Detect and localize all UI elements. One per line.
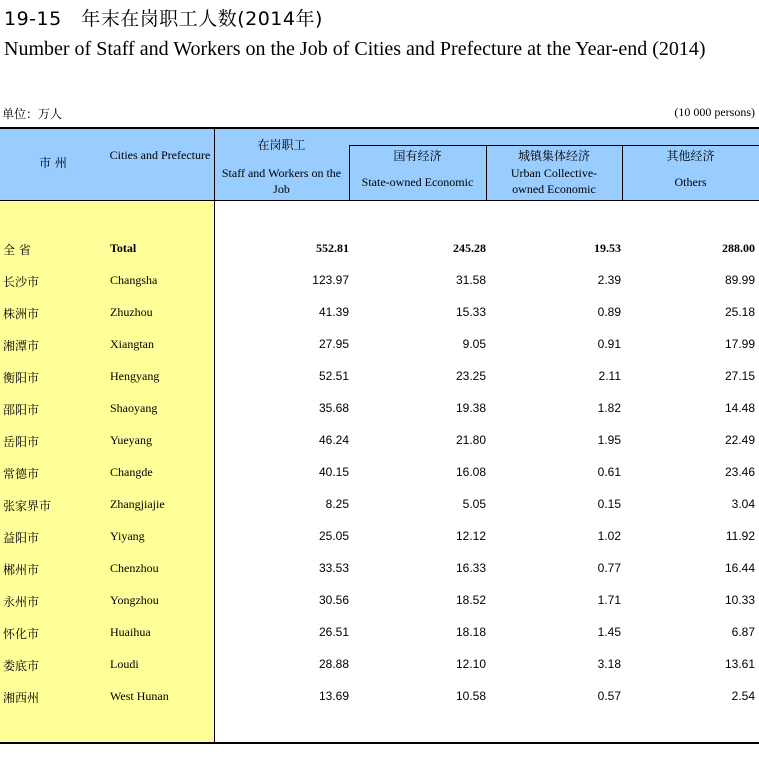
cell-urban: 3.18 <box>597 657 621 671</box>
header-other-en: Others <box>674 175 707 189</box>
header-bottom-rule <box>0 200 759 201</box>
cell-state: 16.33 <box>455 561 486 575</box>
header-city-cn: 市 州 <box>39 156 67 170</box>
row-name-en: Changde <box>110 465 153 479</box>
row-name-en: Zhangjiajie <box>110 497 165 511</box>
row-name-en: Total <box>110 241 137 255</box>
row-name-cn: 长沙市 <box>3 275 40 289</box>
row-name-cn: 岳阳市 <box>3 435 40 449</box>
cell-other: 23.46 <box>724 465 755 479</box>
table-row <box>0 593 759 625</box>
table-row <box>0 497 759 529</box>
cell-urban: 1.71 <box>597 593 621 607</box>
cell-urban: 1.95 <box>597 433 621 447</box>
cell-total: 33.53 <box>318 561 349 575</box>
cell-total: 27.95 <box>318 337 349 351</box>
row-name-cn: 怀化市 <box>3 627 40 641</box>
cell-state: 10.58 <box>455 689 486 703</box>
cell-other: 14.48 <box>724 401 755 415</box>
row-name-cn: 永州市 <box>3 595 40 609</box>
table-row <box>0 465 759 497</box>
cell-total: 123.97 <box>312 273 349 287</box>
row-name-cn: 邵阳市 <box>3 403 40 417</box>
row-name-cn: 湘潭市 <box>3 339 40 353</box>
cell-state: 9.05 <box>462 337 486 351</box>
row-name-en: Changsha <box>110 273 158 287</box>
cell-total: 25.05 <box>318 529 349 543</box>
cell-urban: 2.11 <box>598 369 621 383</box>
cell-total: 46.24 <box>318 433 349 447</box>
cell-other: 11.92 <box>725 529 755 543</box>
table-row-total <box>0 241 759 273</box>
cell-total: 28.88 <box>318 657 349 671</box>
row-name-en: Zhuzhou <box>110 305 153 319</box>
cell-total: 35.68 <box>318 401 349 415</box>
unit-label-en: (10 000 persons) <box>674 105 755 119</box>
top-rule <box>0 127 759 129</box>
cell-urban: 0.77 <box>597 561 621 575</box>
cell-total: 26.51 <box>318 625 349 639</box>
subheader-rule <box>349 145 759 146</box>
row-name-cn: 株洲市 <box>3 307 40 321</box>
row-name-cn: 全 省 <box>3 243 31 257</box>
cell-urban: 1.82 <box>597 401 621 415</box>
header-city-en: Cities and Prefecture <box>109 148 211 162</box>
row-name-en: Shaoyang <box>110 401 158 415</box>
row-name-en: Yueyang <box>110 433 152 447</box>
table-row <box>0 305 759 337</box>
table-row <box>0 401 759 433</box>
row-name-en: West Hunan <box>110 689 169 703</box>
table-row <box>0 369 759 401</box>
cell-other: 25.18 <box>724 305 755 319</box>
cell-state: 18.52 <box>455 593 486 607</box>
col-divider-3 <box>622 145 623 200</box>
header-total-en: Staff and Workers on the Job <box>221 166 342 196</box>
cell-state: 12.12 <box>455 529 486 543</box>
cell-total: 552.81 <box>316 241 349 255</box>
cell-state: 19.38 <box>455 401 486 415</box>
cell-state: 5.05 <box>462 497 486 511</box>
cell-state: 12.10 <box>455 657 486 671</box>
table-row <box>0 625 759 657</box>
header-total-cn: 在岗职工 <box>257 138 306 152</box>
table-row <box>0 273 759 305</box>
cell-other: 22.49 <box>724 433 755 447</box>
row-name-en: Chenzhou <box>110 561 159 575</box>
table-row <box>0 433 759 465</box>
cell-urban: 0.61 <box>597 465 621 479</box>
cell-other: 27.15 <box>724 369 755 383</box>
cell-other: 17.99 <box>724 337 755 351</box>
cell-state: 16.08 <box>455 465 486 479</box>
header-other-cn: 其他经济 <box>666 149 715 163</box>
cell-state: 15.33 <box>455 305 486 319</box>
cell-urban: 0.91 <box>597 337 621 351</box>
row-name-cn: 郴州市 <box>3 563 40 577</box>
row-name-en: Yiyang <box>110 529 145 543</box>
cell-state: 21.80 <box>455 433 486 447</box>
cell-other: 16.44 <box>724 561 755 575</box>
header-state-en: State-owned Economic <box>361 175 474 189</box>
cell-state: 23.25 <box>455 369 486 383</box>
cell-other: 13.61 <box>724 657 755 671</box>
table-row <box>0 337 759 369</box>
cell-total: 41.39 <box>318 305 349 319</box>
cell-other: 6.87 <box>731 625 755 639</box>
cell-other: 288.00 <box>722 241 755 255</box>
cell-state: 18.18 <box>455 625 486 639</box>
page-title-cn: 19-15 年末在岗职工人数(2014年) <box>4 8 323 30</box>
cell-state: 31.58 <box>455 273 486 287</box>
cell-total: 52.51 <box>318 369 349 383</box>
row-name-en: Xiangtan <box>110 337 154 351</box>
bottom-rule <box>0 742 759 744</box>
cell-urban: 0.15 <box>597 497 621 511</box>
cell-other: 2.54 <box>731 689 755 703</box>
cell-other: 3.04 <box>731 497 755 511</box>
page-title-en: Number of Staff and Workers on the Job of Cities and Prefecture at the Year-end (2014) <box>4 38 706 60</box>
row-name-cn: 常德市 <box>3 467 40 481</box>
cell-urban: 0.57 <box>597 689 621 703</box>
table-row <box>0 689 759 721</box>
cell-urban: 0.89 <box>597 305 621 319</box>
cell-other: 89.99 <box>724 273 755 287</box>
cell-urban: 1.02 <box>597 529 621 543</box>
row-name-cn: 张家界市 <box>3 499 52 513</box>
header-state-cn: 国有经济 <box>393 149 442 163</box>
data-table <box>0 127 759 744</box>
cell-total: 40.15 <box>318 465 349 479</box>
row-name-en: Loudi <box>110 657 139 671</box>
row-name-cn: 衡阳市 <box>3 371 40 385</box>
cell-total: 8.25 <box>325 497 349 511</box>
cell-other: 10.33 <box>724 593 755 607</box>
cell-urban: 2.39 <box>597 273 621 287</box>
table-row <box>0 657 759 689</box>
header-urban-en: Urban Collective-owned Economic <box>510 166 598 196</box>
cell-state: 245.28 <box>453 241 486 255</box>
row-name-cn: 娄底市 <box>3 659 40 673</box>
cell-urban: 1.45 <box>597 625 621 639</box>
row-name-en: Yongzhou <box>110 593 159 607</box>
table-row <box>0 529 759 561</box>
row-name-en: Huaihua <box>110 625 151 639</box>
col-divider-1 <box>349 145 350 200</box>
table-row <box>0 561 759 593</box>
row-name-en: Hengyang <box>110 369 160 383</box>
col-divider-2 <box>486 145 487 200</box>
cell-urban: 19.53 <box>594 241 621 255</box>
row-name-cn: 湘西州 <box>3 691 40 705</box>
cell-total: 30.56 <box>318 593 349 607</box>
header-urban-cn: 城镇集体经济 <box>517 149 590 163</box>
unit-label-cn: 单位：万人 <box>2 107 63 121</box>
cell-total: 13.69 <box>318 689 349 703</box>
row-name-cn: 益阳市 <box>3 531 40 545</box>
